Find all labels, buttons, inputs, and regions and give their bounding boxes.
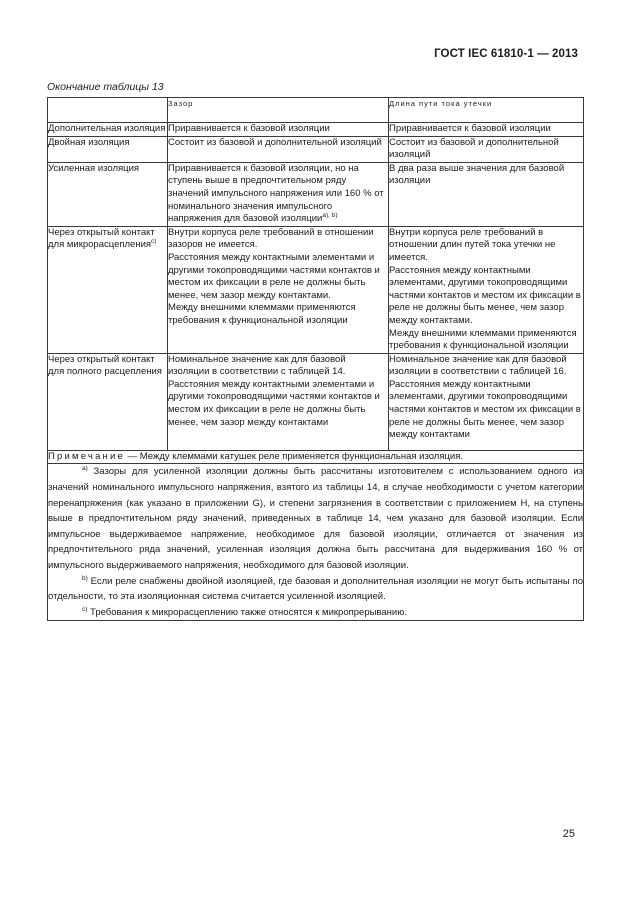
creepage-paragraph: Внутри корпуса реле требований в отношении длин путей тока утечки не имеется.	[389, 226, 556, 263]
page-number: 25	[562, 828, 575, 840]
row-label: Через открытый контакт для полного расцепления	[48, 353, 168, 450]
table-row	[48, 123, 584, 137]
header-cell-creepage: Длина пути тока утечки	[389, 98, 584, 123]
creepage-paragraph: Расстояния между контактными элементами, другими токопроводящими частями контактов и местом их фиксации в реле не должны быть менее, чем зазор между контактами	[389, 378, 581, 441]
clearance-cell	[168, 226, 389, 353]
footnote-mark: b)	[82, 574, 88, 582]
footnote-text: Зазоры для усиленной изоляции должны быть рассчитаны изготовителем с использованием одного из значений номинального импульсного напряжения, взятого из таблицы 14, в случае необходимости с учетом категории перенапряжения (как указано в приложении G), и степени загрязнения в соответствии с приложением H, на ступень выше в предпочтительном ряду значений, приведенных в таблице 14, чем указано для базовой изоляции. Если импульсное выдерживаемое напряжение, необходимое для базовой изоляции, отличается от значения из предпочтительного ряда значений, усиленная изоляция должна быть рассчитана для выдерживания 160 % от импульсного выдерживаемого напряжения, необходимого для базовой изоляции.	[48, 466, 583, 571]
creepage-cell: В два раза выше значения для базовой изоляции	[389, 162, 584, 226]
clearance-cell: Состоит из базовой и дополнительной изоляций	[168, 136, 389, 162]
row-label-text: Через открытый контакт для микрорасцепления	[48, 226, 155, 251]
footnote-text: Требования к микрорасцеплению также относятся к микропрерыванию.	[87, 606, 407, 618]
clearance-paragraph: Номинальное значение как для базовой изоляции в соответствии с таблицей 14.	[168, 353, 346, 378]
clearance-text: Приравнивается к базовой изоляции, но на ступень выше в предпочтительном ряду значений импульсного напряжения или 160 % от номинального значения импульсного напряжения для базовой изоляции	[168, 162, 384, 225]
note-prefix: Примечание	[48, 450, 125, 462]
clearance-paragraph: Внутри корпуса реле требований в отношении зазоров не имеется.	[168, 226, 374, 251]
standard-header: ГОСТ IEC 61810-1 — 2013	[434, 48, 578, 60]
row-label: Дополнительная изоляция	[48, 123, 168, 137]
clearance-paragraph: Расстояния между контактными элементами и другими токопроводящими частями контактов и местом их фиксации в реле не должны быть менее, чем зазор между контактами.	[168, 251, 380, 301]
clearance-cell	[168, 162, 389, 226]
clearance-cell	[168, 353, 389, 450]
table-caption: Окончание таблицы 13	[47, 81, 164, 93]
footnote	[48, 605, 583, 621]
note-row	[48, 450, 584, 464]
table-row	[48, 353, 584, 450]
creepage-paragraph: Расстояния между контактными элементами, другими токопроводящими частями контактов и местом их фиксации в реле не должны быть менее, чем зазор между контактами.	[389, 264, 581, 326]
creepage-cell: Состоит из базовой и дополнительной изоляций	[389, 136, 584, 162]
footnote-ref: с)	[151, 238, 157, 246]
row-label	[48, 226, 168, 353]
row-label: Двойная изоляция	[48, 136, 168, 162]
creepage-cell	[389, 226, 584, 353]
header-cell-blank	[48, 98, 168, 123]
footnotes-row	[48, 464, 584, 621]
footnote-mark: а)	[82, 465, 88, 473]
footnote	[48, 464, 583, 573]
footnote-mark: с)	[82, 605, 88, 613]
footnote	[48, 574, 583, 605]
creepage-paragraph: Между внешними клеммами применяются требования к функциональной изоляции	[389, 327, 577, 352]
table-row	[48, 226, 584, 353]
footnotes	[48, 464, 584, 621]
table-row	[48, 136, 584, 162]
insulation-table	[47, 97, 584, 621]
creepage-cell	[389, 353, 584, 450]
footnote-ref: а), b)	[322, 212, 338, 219]
clearance-paragraph: Между внешними клеммами применяются требования к функциональной изоляции	[168, 302, 356, 326]
table-row	[48, 162, 584, 226]
footnote-text: Если реле снабжены двойной изоляцией, где базовая и дополнительная изоляции не могут быть испытаны по отдельности, то эта изоляционная система считается усиленной изоляцией.	[48, 575, 583, 603]
creepage-paragraph: Номинальное значение как для базовой изоляции в соответствии с таблицей 16.	[389, 353, 567, 378]
table-note	[48, 450, 584, 464]
creepage-cell: Приравнивается к базовой изоляции	[389, 123, 584, 137]
header-cell-clearance: Зазор	[168, 98, 389, 123]
clearance-cell: Приравнивается к базовой изоляции	[168, 123, 389, 137]
row-label: Усиленная изоляция	[48, 162, 168, 226]
note-text: — Между клеммами катушек реле применяется функциональная изоляция.	[125, 450, 464, 462]
table-header-row	[48, 98, 584, 123]
clearance-paragraph: Расстояния между контактными элементами и другими токопроводящими частями контактов и местом их фиксации в реле не должны быть менее, чем зазор между контактами	[168, 378, 380, 428]
